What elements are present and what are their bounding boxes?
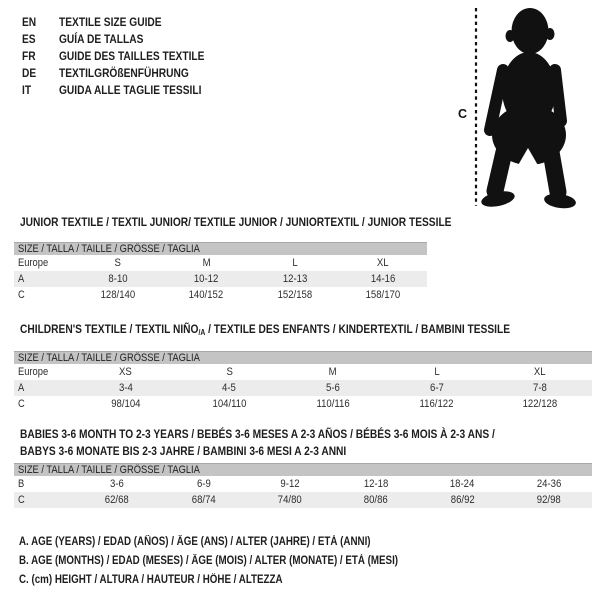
height-cell: 128/140 (100, 289, 136, 301)
height-cell: 116/122 (419, 398, 454, 410)
age-cell: 3-4 (118, 382, 133, 394)
table-row-months (14, 476, 592, 492)
age-cell: 7-8 (533, 382, 548, 394)
height-cell: 122/128 (522, 398, 558, 410)
children-size-table (14, 351, 592, 412)
size-cell: S (226, 366, 233, 378)
table-row-europe (14, 364, 592, 380)
months-cell: 18-24 (450, 478, 475, 490)
language-code: ES (22, 32, 36, 47)
junior-size-table (14, 242, 427, 303)
guide-title-fr: GUIDE DES TAILLES TEXTILE (59, 48, 205, 63)
size-cell: XS (119, 366, 133, 378)
months-cell: 12-18 (363, 478, 389, 490)
height-cell: 80/86 (364, 494, 389, 506)
size-header-bar (14, 351, 592, 364)
months-cell: 3-6 (110, 478, 125, 490)
height-cell: 158/170 (365, 289, 401, 301)
baby-height-figure (430, 0, 600, 220)
size-cell: L (433, 366, 440, 378)
note-age-months: B. AGE (MONTHS) / EDAD (MESES) / ÂGE (MOIS) / ALTER (MONATE) / ETÀ (MESI) (19, 555, 399, 568)
language-code: FR (22, 48, 36, 63)
size-cell: L (291, 257, 298, 269)
height-cell: 86/92 (450, 494, 475, 506)
row-label-cell: C (18, 494, 25, 506)
age-cell: 12-13 (282, 273, 307, 285)
age-cell: 10-12 (194, 273, 219, 285)
table-row-height (14, 492, 592, 508)
guide-title-it: GUIDA ALLE TAGLIE TESSILI (59, 82, 202, 97)
row-label-cell: A (18, 273, 25, 285)
size-cell: M (328, 366, 337, 378)
table-row-age (14, 271, 427, 287)
months-cell: 9-12 (280, 478, 300, 490)
row-label-cell: C (18, 398, 25, 410)
children-table-title: CHILDREN'S TEXTILE / TEXTIL $NIÑO_{/A}$ / TEXTILE DES ENFANTS / KINDERTEXTIL / BAMBINI TESSILE (20, 322, 510, 337)
row-label-cell: B (18, 478, 25, 490)
language-code: IT (22, 82, 32, 97)
height-cell: 104/110 (212, 398, 247, 410)
baby-silhouette-icon (480, 8, 577, 210)
age-cell: 8-10 (108, 273, 128, 285)
size-header-bar (14, 242, 427, 255)
language-row-en (22, 14, 230, 31)
note-age-years: A. AGE (YEARS) / EDAD (AÑOS) / ÂGE (ANS) / ALTER (JAHRE) / ETÀ (ANNI) (19, 536, 371, 549)
height-cell: 110/116 (316, 398, 350, 410)
legend-notes (19, 533, 465, 589)
table-row-age (14, 380, 592, 396)
months-cell: 24-36 (536, 478, 562, 490)
height-cell: 68/74 (191, 494, 216, 506)
months-cell: 6-9 (196, 478, 211, 490)
guide-title-de: TEXTILGRÖßENFÜHRUNG (59, 65, 189, 80)
size-header-label: SIZE / TALLA / TAILLE / GRÖSSE / TAGLIA (18, 243, 200, 255)
size-cell: S (114, 257, 122, 269)
language-row-fr (22, 48, 230, 65)
size-cell: XL (534, 366, 547, 378)
language-row-it (22, 81, 230, 98)
row-label-cell: Europe (18, 366, 49, 378)
age-cell: 4-5 (222, 382, 237, 394)
table-row-height (14, 287, 427, 303)
language-row-es (22, 31, 230, 48)
table-row-europe (14, 255, 427, 271)
language-row-de (22, 64, 230, 81)
height-cell: 98/104 (111, 398, 141, 410)
language-code: DE (22, 65, 37, 80)
age-cell: 5-6 (326, 382, 340, 394)
height-cell: 74/80 (277, 494, 302, 506)
size-cell: XL (377, 257, 389, 269)
row-label-cell: A (18, 382, 25, 394)
note-height-cm: C. (cm) HEIGHT / ALTURA / HAUTEUR / HÖHE / ALTEZZA (19, 573, 283, 586)
junior-table-title: JUNIOR TEXTILE / TEXTIL JUNIOR/ TEXTILE JUNIOR / JUNIORTEXTIL / JUNIOR TESSILE (20, 215, 452, 229)
height-cell: 92/98 (536, 494, 561, 506)
guide-title-en: TEXTILE SIZE GUIDE (59, 15, 162, 30)
height-measure-label: C (458, 107, 468, 121)
height-cell: 140/152 (189, 289, 224, 301)
size-header-bar (14, 463, 592, 476)
size-header-label: SIZE / TALLA / TAILLE / GRÖSSE / TAGLIA (18, 352, 200, 364)
row-label-cell: C (18, 289, 25, 301)
table-row-height (14, 396, 592, 412)
age-cell: 6-7 (429, 382, 444, 394)
height-cell: 152/158 (277, 289, 312, 301)
babies-table-title: BABIES 3-6 MONTH TO 2-3 YEARS / BEBÉS 3-6 MESES A 2-3 AÑOS / BÉBÉS 3-6 MOIS À 2-3 ANS / BABYS 3-6 MONATE BIS 2-3 JAHRE / BAMBINI 3-6 MESI A 2-3 ANNI (20, 427, 495, 458)
language-code: EN (22, 15, 37, 30)
size-cell: M (202, 257, 211, 269)
babies-size-table (14, 463, 592, 508)
row-label-cell: Europe (18, 257, 49, 269)
language-title-list (22, 14, 230, 98)
guide-title-es: GUÍA DE TALLAS (59, 32, 144, 47)
size-header-label: SIZE / TALLA / TAILLE / GRÖSSE / TAGLIA (18, 464, 200, 476)
height-cell: 62/68 (105, 494, 130, 506)
age-cell: 14-16 (370, 273, 396, 285)
